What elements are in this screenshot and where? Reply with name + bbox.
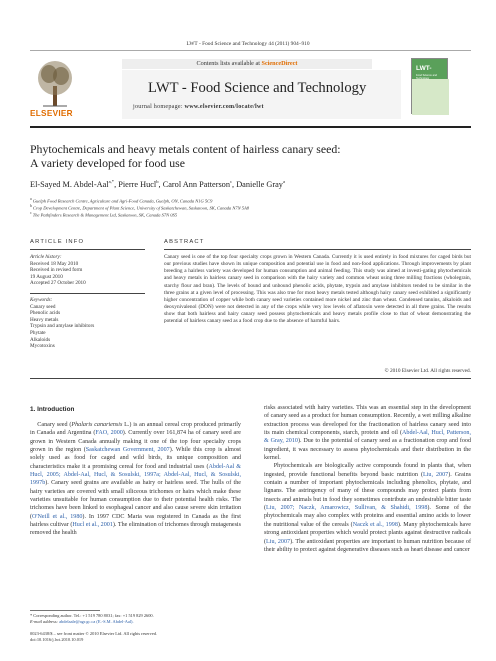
abstract-divider (164, 249, 471, 250)
elsevier-tree-logo-icon (35, 58, 75, 116)
affiliation (30, 197, 212, 204)
section-heading-introduction: 1. Introduction (30, 406, 75, 413)
keyword: Alkaloids (30, 336, 51, 343)
affiliation-text: The Pathfinders Research & Management Ltd, Saskatoon, SK, Canada S7N 0S5 (32, 212, 177, 218)
author-sup: b (156, 179, 159, 184)
author-sup: a,* (108, 179, 115, 184)
cover-subtitle: Food Science and Technology (416, 74, 437, 80)
contents-list-line (122, 59, 372, 69)
author-name[interactable]: El-Sayed M. Abdel-Aal (30, 179, 109, 189)
affiliation-sup: b (30, 204, 32, 208)
author-name[interactable]: Carol Ann Patterson (162, 179, 230, 189)
keyword: Trypsin and amylase inhibitors (30, 323, 95, 330)
affiliation (30, 211, 177, 218)
abstract-text: Canary seed is one of the top four specialty crops grown in Western Canada. Currently it is used entirely in food mixtures for caged birds but our previous studies have shown its unique composition and potential use in food and non-food applications. Through improvements by plant breeding a hairless variety was developed for human consumption and animal feeding. This study was aimed at investi-gating phytochemicals and heavy metals in hairless canary seed in comparison with the hairy variety and common wheat using three milling fractions (wholegrain, starchy flour and bran). The levels of bound and unbound phenolic acids, phytate, trypsin and amylase inhibitors tended to be similar in the three grains at a given level of processing. This was also true for most heavy metals tested although hairy canary seed exhibited a significantly higher concentration of copper while both canary seed varieties contained more nickel and zinc than wheat. Condensed tannins, alkaloids and deoxynivalenol (DON) were not detected in any of the crops while very low levels of aflatoxin were detected in all three grains. The results show that both hairless and hairy canary seed possess phytochemicals and heavy metals profile close to that of wheat demonstrating the potential of hairless canary seed as a food crop due to the absence of harmful hairs. (164, 254, 471, 325)
footnote-divider (30, 610, 100, 611)
keywords-heading: Keywords: (30, 297, 53, 303)
email-label: E-mail address: (30, 619, 60, 624)
cover-title: LWT- (416, 65, 432, 72)
abstract-copyright: © 2010 Elsevier Ltd. All rights reserved. (384, 368, 471, 374)
keyword: Phenolic acids (30, 310, 61, 317)
article-history (30, 254, 130, 287)
author-sup: c (229, 179, 233, 184)
affiliation-text: Crop Development Centre, Department of Plant Science, University of Saskatchewan, Saskatoon, SK, Canada N7N 5A8 (33, 205, 250, 211)
keyword: Mycotoxins (30, 343, 55, 350)
keyword-list (30, 297, 130, 350)
affiliation-sup: a (30, 197, 32, 201)
email-footnote (30, 619, 134, 625)
journal-title: LWT - Food Science and Technology (148, 80, 367, 96)
doi-link[interactable]: doi:10.1016/j.lwt.2010.10.019 (30, 637, 84, 642)
history-item: Received 18 May 2010 (30, 260, 79, 267)
keyword: Canary seed (30, 303, 56, 310)
sciencedirect-link[interactable]: ScienceDirect (261, 60, 298, 67)
body-column-left: Canary seed (Phalaris canariensis L.) is an annual cereal crop produced primarily in Canada and Argentina (FAO, 2000). Currently over 161,874 ha of canary seed are grown in Western Canada annually making it one of the top four specialty crops grown in the region (Saskatchewan Government, 2007). While this crop is almost solely used as food for caged and wild birds, its unique composition and characteristics make it a promising cereal for food and industrial uses (Abdel-Aal & Hucl, 2005; Abdel-Aal, Hucl, & Sosulski, 1997a; Abdel-Aal, Hucl, & Sosulski, 1997b). Canary seed grains are available as hairy or hairless seed. The hulls of the hairy varieties are covered with small siliceous trichomes or hairs which make these varieties unsuitable for human consumption due to their potential health risks. The trichomes have been linked to esophageal cancer and also cause severe skin irritation (O'Neill et al., 1980). In 1997 CDC Maria was registered in Canada as the first hairless cultivar (Hucl et al., 2001). The elimination of trichomes through mutagenesis removed the health (30, 422, 242, 537)
header-divider (30, 126, 471, 128)
journal-cover-thumbnail (411, 58, 448, 114)
paper-title (30, 142, 470, 170)
paper-title-line-2: A variety developed for food use (30, 156, 185, 170)
author-name[interactable]: Pierre Hucl (118, 179, 157, 189)
article-info-divider (30, 249, 145, 250)
cover-band (412, 79, 449, 115)
article-info-heading: ARTICLE INFO (30, 239, 85, 245)
history-item: Accepted 27 October 2010 (30, 280, 86, 287)
keyword: Heavy metals (30, 316, 59, 323)
abstract-heading: ABSTRACT (164, 239, 205, 245)
contents-prefix: Contents lists available at (196, 60, 262, 67)
history-item: Received in revised form (30, 267, 83, 274)
publisher-logo-text: ELSEVIER (30, 109, 73, 118)
history-item: 19 August 2010 (30, 273, 63, 280)
corresponding-author-footnote: * Corresponding author. Tel.: +1 519 780 8031; fax: +1 519 829 2600. (30, 613, 154, 618)
author-list: El-Sayed M. Abdel-Aal$^{a,*}$, Pierre Hucl$^b$, Carol Ann Patterson$^c$, Danielle Gray$^a$ (30, 179, 285, 189)
author-sup: a (282, 179, 285, 184)
journal-citation-line: LWT - Food Science and Technology 44 (2011) 904–910 (186, 41, 310, 47)
body-column-right: risks associated with hairy varieties. This was an essential step in the development of canary seed as a product for human consumption. Recently, a wet milling alkaline extraction process was developed for the fractionation of hairless canary seed into its main chemical components, starch, protein and oil (Abdel-Aal, Hucl, Patterson, & Gray, 2010). Due to the potential of canary seed as a fractionation crop and food ingredient, it was necessary to assess phytochemicals and their distribution in the kernel. Phytochemicals are biologically active compounds found in plants that, when ingested, provide functional benefits beyond basic nutrition (Liu, 2007). Grains contain a number of important phytochemicals including phenolics, phytate, and lignans. The astringency of many of these compounds may protect plants from insects and animals but in food they sometimes contribute an undesirable bitter taste (Liu, 2007; Naczk, Amarowicz, Sullivan, & Shahidi, 1998). Some of the phytochemicals may also complex with proteins and essential amino acids to lower the nutritional value of the cereals (Naczk et al., 1998). Many phytochemicals have strong antioxidant properties which would protect plants against destructive radicals (Liu, 2007). The antioxidant properties are important to human nutrition because of their ability to protect against degenerative diseases such as heart disease and cancer (264, 405, 471, 553)
affiliation-sup: c (30, 211, 32, 215)
email-link[interactable]: abdelaale@agr.gc.ca (E.-S.M. Abdel-Aal). (59, 619, 134, 624)
history-heading: Article history: (30, 254, 62, 260)
affiliation-text: Guelph Food Research Centre, Agriculture and Agri-Food Canada, Guelph, ON, Canada N1G 5C9 (32, 198, 213, 204)
author-name[interactable]: Danielle Gray (236, 179, 283, 189)
homepage-link[interactable]: www.elsevier.com/locate/lwt (184, 104, 264, 110)
affiliation (30, 204, 249, 211)
keyword: Phytate (30, 329, 46, 336)
journal-homepage-line (133, 104, 264, 110)
issn-line: 0023-6438/$ – see front matter © 2010 Elsevier Ltd. All rights reserved. (30, 631, 158, 636)
abstract-bottom-divider (30, 378, 471, 379)
paper-title-line-1: Phytochemicals and heavy metals content of hairless canary seed: (30, 142, 341, 156)
history-divider (30, 293, 145, 294)
homepage-prefix: journal homepage: (133, 104, 185, 110)
